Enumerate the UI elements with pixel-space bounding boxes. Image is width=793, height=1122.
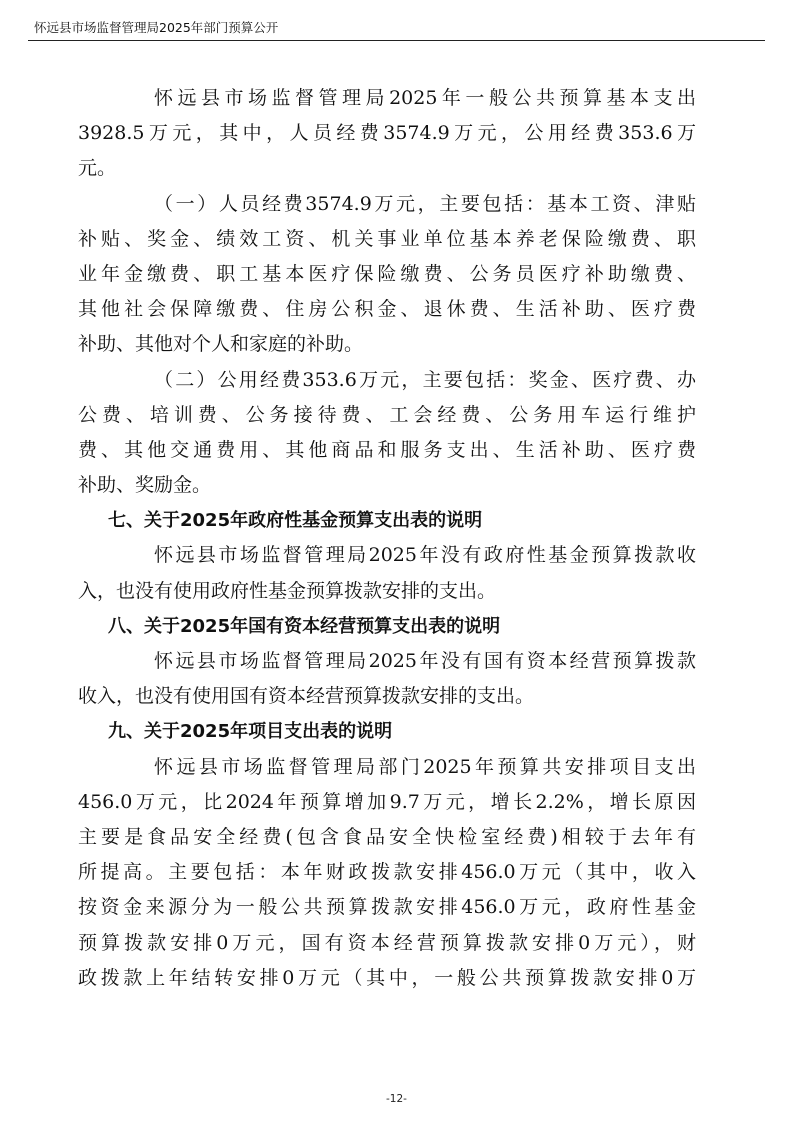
text-line: 预算拨款安排0万元，国有资本经营预算拨款安排0万元），财: [78, 931, 696, 954]
paragraph-personnel-expense: [78, 187, 696, 363]
section-heading-projects: 九、关于2025年项目支出表的说明: [108, 721, 393, 743]
text-line: 怀远县市场监督管理局部门2025年预算共安排项目支出: [154, 755, 696, 778]
text-line: 元。: [78, 157, 117, 180]
text-line: 所提高。主要包括：本年财政拨款安排456.0万元（其中，收入: [78, 861, 696, 884]
text-line: 456.0万元，比2024年预算增加9.7万元，增长2.2%，增长原因: [78, 790, 696, 813]
text-line: （一）人员经费3574.9万元，主要包括：基本工资、津贴: [154, 192, 696, 215]
paragraph-state-capital: [78, 644, 696, 714]
text-line: 按资金来源分为一般公共预算拨款安排456.0万元，政府性基金: [78, 896, 696, 919]
text-line: 入，也没有使用政府性基金预算拨款安排的支出。: [78, 579, 497, 602]
section-heading-gov-fund: 七、关于2025年政府性基金预算支出表的说明: [108, 510, 483, 532]
text-line: （二）公用经费353.6万元，主要包括：奖金、医疗费、办: [154, 368, 696, 391]
text-line: 补贴、奖金、绩效工资、机关事业单位基本养老保险缴费、职: [78, 227, 696, 250]
text-line: 补助、奖励金。: [78, 474, 212, 497]
header-title: 怀远县市场监督管理局2025年部门预算公开: [34, 20, 279, 35]
page-number: -12-: [386, 1093, 407, 1105]
text-line: 公费、培训费、公务接待费、工会经费、公务用车运行维护: [78, 403, 696, 426]
page-header: [28, 14, 765, 41]
text-line: 其他社会保障缴费、住房公积金、退休费、生活补助、医疗费: [78, 298, 696, 321]
text-line: 收入，也没有使用国有资本经营预算拨款安排的支出。: [78, 685, 535, 708]
document-body: [78, 81, 696, 996]
text-line: 费、其他交通费用、其他商品和服务支出、生活补助、医疗费: [78, 438, 696, 461]
text-line: 主要是食品安全经费(包含食品安全快检室经费)相较于去年有: [78, 825, 696, 848]
paragraph-basic-expense: [78, 81, 696, 187]
paragraph-public-expense: [78, 363, 696, 504]
text-line: 补助、其他对个人和家庭的补助。: [78, 333, 364, 356]
paragraph-projects: [78, 750, 696, 996]
text-line: 怀远县市场监督管理局2025年没有政府性基金预算拨款收: [154, 544, 696, 567]
text-line: 怀远县市场监督管理局2025年没有国有资本经营预算拨款: [154, 650, 696, 672]
text-line: 政拨款上年结转安排0万元（其中，一般公共预算拨款安排0万: [78, 966, 696, 989]
text-line: 3928.5万元，其中，人员经费3574.9万元，公用经费353.6万: [78, 122, 696, 145]
text-line: 业年金缴费、职工基本医疗保险缴费、公务员医疗补助缴费、: [78, 262, 696, 285]
section-heading-state-capital: 八、关于2025年国有资本经营预算支出表的说明: [108, 615, 501, 637]
text-line: 怀远县市场监督管理局2025年一般公共预算基本支出: [154, 87, 696, 109]
paragraph-gov-fund: [78, 538, 696, 608]
